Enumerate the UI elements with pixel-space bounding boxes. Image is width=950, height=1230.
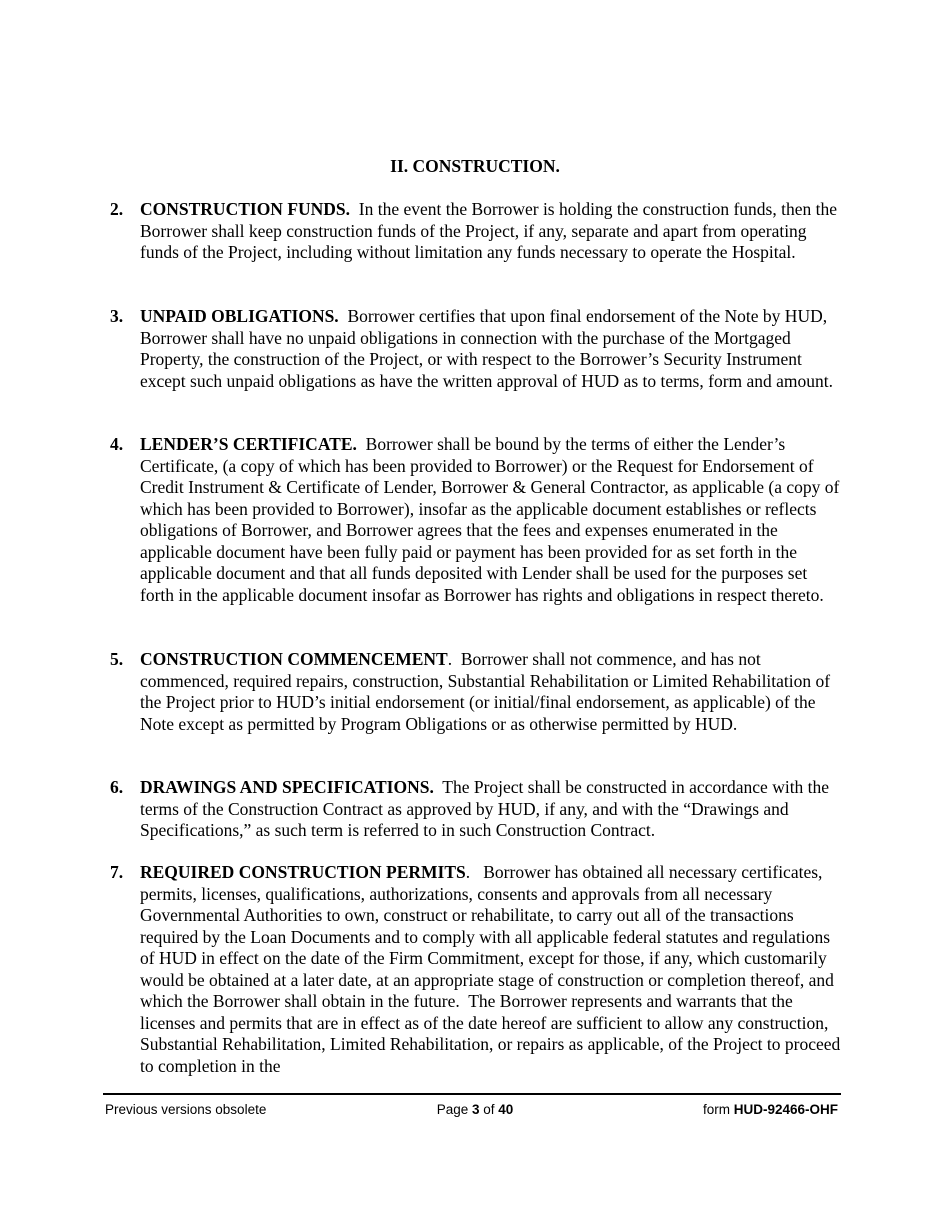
- clause-text: Borrower shall not commence, and has not commenced, required repairs, construction, Substantial Rehabilitation or Limited Rehabilitation of the Project prior to HUD’s initial endorsement (or initial/final endorsement, as applicable) of the Note except as permitted by Program Obligations or as otherwise permitted by HUD.: [140, 649, 835, 734]
- form-number: HUD-92466-OHF: [733, 1102, 838, 1117]
- clause-7: 7. REQUIRED CONSTRUCTION PERMITS. Borrower has obtained all necessary certificates, permits, licenses, qualifications, authorizations, consents and approvals from all necessary Governmental Authorities to own, construct or rehabilitate, to carry out all of the transactions required by the Loan Documents and to comply with all applicable federal statutes and regulations of HUD in effect on the date of the Firm Commitment, except for those, if any, which customarily would be obtained at a later date, at an appropriate stage of construction or completion thereof, and which the Borrower shall obtain in the future. The Borrower represents and warrants that the licenses and permits that are in effect as of the date hereof are sufficient to allow any construction, Substantial Rehabilitation, Limited Rehabilitation, or repairs as applicable, of the Project to proceed to completion in the: [110, 862, 845, 1076]
- clause-number: 6.: [110, 777, 124, 797]
- clause-text: Borrower certifies that upon final endorsement of the Note by HUD, Borrower shall have no unpaid obligations in connection with the purchase of the Mortgaged Property, the construction of the Project, or with respect to the Borrower’s Security Instrument except such unpaid obligations as have the written approval of HUD as to terms, form and amount.: [140, 306, 834, 391]
- clause-title: CONSTRUCTION FUNDS.: [140, 199, 351, 219]
- clause-title: LENDER’S CERTIFICATE.: [140, 434, 357, 454]
- footer-page-number: Page 3 of 40: [436, 1102, 514, 1117]
- section-heading: II. CONSTRUCTION.: [390, 156, 560, 176]
- clause-2: [110, 199, 842, 264]
- clause-number: 4.: [110, 434, 124, 454]
- footer-form-id: form HUD-92466-OHF: [702, 1102, 838, 1117]
- clause-4: [110, 434, 842, 606]
- footer-divider: [103, 1093, 841, 1095]
- clause-title: DRAWINGS AND SPECIFICATIONS.: [140, 777, 434, 797]
- clause-title: UNPAID OBLIGATIONS.: [140, 306, 339, 326]
- clause-text: Borrower shall be bound by the terms of either the Lender’s Certificate, (a copy of which has been provided to Borrower) or the Request for Endorsement of Credit Instrument & Certificate of Lender, Borrower & General Contractor, as applicable (a copy of which has been provided to Borrower), insofar as the applicable document establishes or reflects obligations of Borrower, and Borrower agrees that the fees and expenses enumerated in the applicable document have been fully paid or payment has been provided for as set forth in the applicable document and that all funds deposited with Lender shall be used for the purposes set forth in the applicable document insofar as Borrower has rights and obligations in respect thereto.: [140, 434, 844, 605]
- clause-title: REQUIRED CONSTRUCTION PERMITS: [140, 862, 466, 882]
- footer-obsolete-note: Previous versions obsolete: [105, 1102, 267, 1117]
- clause-number: 7.: [110, 862, 124, 882]
- clause-number: 5.: [110, 649, 124, 669]
- clause-text: The Project shall be constructed in accordance with the terms of the Construction Contract as approved by HUD, if any, and with the “Drawings and Specifications,” as such term is referred to in such Construction Contract.: [140, 777, 834, 840]
- current-page: 3: [471, 1102, 480, 1117]
- clause-6: [110, 777, 842, 842]
- clause-3: [110, 306, 842, 392]
- clause-text: In the event the Borrower is holding the construction funds, then the Borrower shall keep construction funds of the Project, if any, separate and apart from operating funds of the Project, including without limitation any funds necessary to operate the Hospital.: [140, 199, 842, 262]
- clause-number: 3.: [110, 306, 124, 326]
- clause-number: 2.: [110, 199, 124, 219]
- clause-5: 5. CONSTRUCTION COMMENCEMENT. Borrower shall not commence, and has not commenced, required repairs, construction, Substantial Rehabilitation or Limited Rehabilitation of the Project prior to HUD’s initial endorsement (or initial/final endorsement, as applicable) of the Note except as permitted by Program Obligations or as otherwise permitted by HUD.: [110, 649, 835, 734]
- clause-title: CONSTRUCTION COMMENCEMENT: [140, 649, 448, 669]
- clause-text: Borrower has obtained all necessary certificates, permits, licenses, qualifications, authorizations, consents and approvals from all necessary Governmental Authorities to own, construct or rehabilitate, to carry out all of the transactions required by the Loan Documents and to comply with all applicable federal statutes and regulations of HUD in effect on the date of the Firm Commitment, except for those, if any, which customarily would be obtained at a later date, at an appropriate stage of construction or completion thereof, and which the Borrower shall obtain in the future. The Borrower represents and warrants that the licenses and permits that are in effect as of the date hereof are sufficient to allow any construction, Substantial Rehabilitation, Limited Rehabilitation, or repairs as applicable, of the Project to proceed to completion in the: [140, 862, 845, 1076]
- total-pages: 40: [498, 1102, 514, 1117]
